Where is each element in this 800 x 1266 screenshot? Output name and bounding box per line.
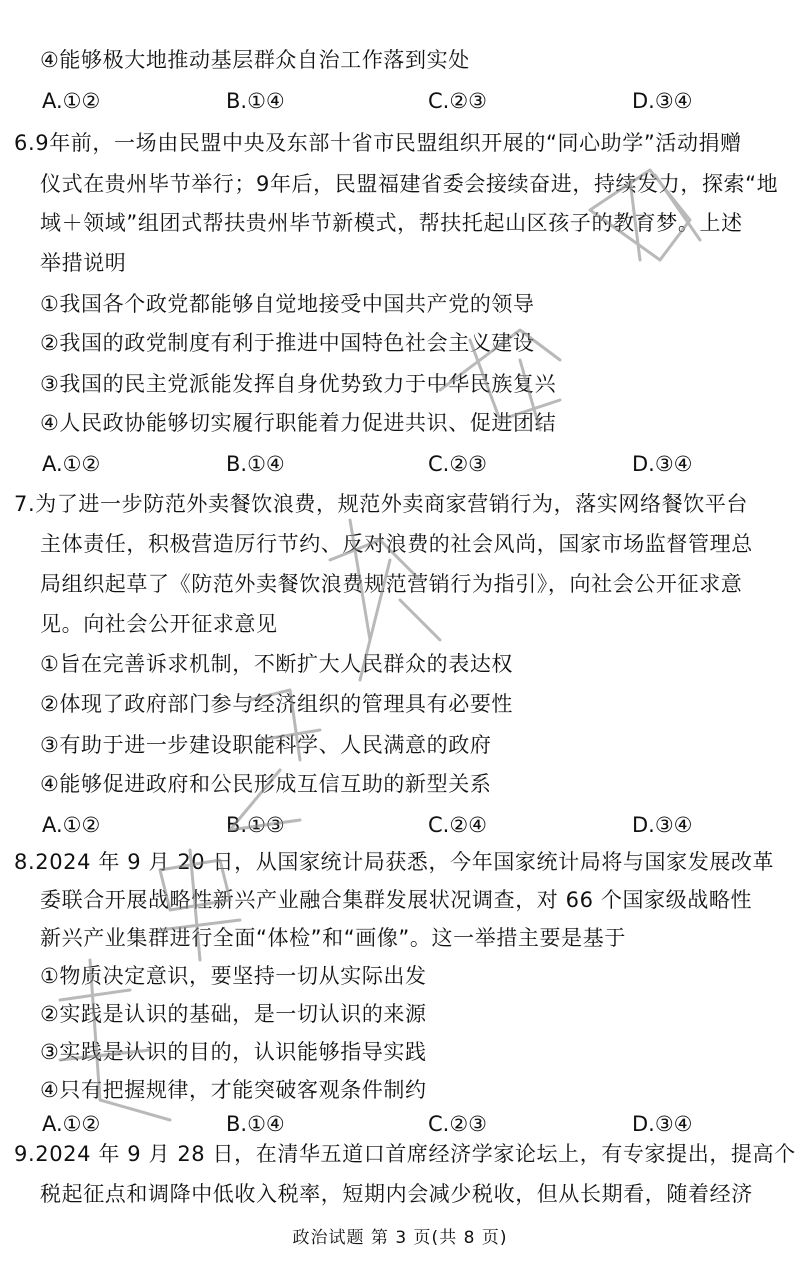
q8-choice-2: ②实践是认识的基础，是一切认识的来源 bbox=[40, 1002, 427, 1026]
q6-option-a: A.①② bbox=[42, 452, 101, 476]
q8-stem-line-1: 8.2024 年 9 月 20 日，从国家统计局获悉，今年国家统计局将与国家发展改革 bbox=[14, 850, 775, 874]
q7-stem-line-3: 局组织起草了《防范外卖餐饮浪费规范营销行为指引》，向社会公开征求意 bbox=[40, 572, 743, 596]
q6-stem-line-3: 域＋领域”组团式帮扶贵州毕节新模式，帮扶托起山区孩子的教育梦。上述 bbox=[40, 211, 743, 235]
q8-stem-line-2: 委联合开展战略性新兴产业融合集群发展状况调查，对 66 个国家级战略性 bbox=[40, 888, 753, 912]
q9-stem-line-1: 9.2024 年 9 月 28 日，在清华五道口首席经济学家论坛上，有专家提出，提高个 bbox=[14, 1142, 796, 1166]
q7-choice-3: ③有助于进一步建设职能科学、人民满意的政府 bbox=[40, 733, 492, 757]
q8-stem-line-3: 新兴产业集群进行全面“体检”和“画像”。这一举措主要是基于 bbox=[40, 926, 626, 950]
q5-option-d: D.③④ bbox=[632, 89, 693, 113]
q5-option-c: C.②③ bbox=[428, 89, 487, 113]
q8-option-a: A.①② bbox=[42, 1112, 101, 1136]
q8-option-b: B.①④ bbox=[226, 1112, 285, 1136]
q6-option-c: C.②③ bbox=[428, 452, 487, 476]
q7-option-d: D.③④ bbox=[632, 813, 693, 837]
q7-stem-line-2: 主体责任，积极营造厉行节约、反对浪费的社会风尚，国家市场监督管理总 bbox=[40, 532, 753, 556]
q7-choice-1: ①旨在完善诉求机制，不断扩大人民群众的表达权 bbox=[40, 652, 514, 676]
q6-stem-line-2: 仪式在贵州毕节举行；9年后，民盟福建省委会接续奋进，持续发力，探索“地 bbox=[40, 172, 779, 196]
q6-option-b: B.①④ bbox=[226, 452, 285, 476]
page-footer: 政治试题 第 3 页(共 8 页) bbox=[292, 1228, 508, 1248]
q6-choice-1: ①我国各个政党都能够自觉地接受中国共产党的领导 bbox=[40, 292, 535, 316]
q6-choice-3: ③我国的民主党派能发挥自身优势致力于中华民族复兴 bbox=[40, 372, 557, 396]
q5-choice-4: ④能够极大地推动基层群众自治工作落到实处 bbox=[40, 48, 470, 72]
q7-choice-4: ④能够促进政府和公民形成互信互助的新型关系 bbox=[40, 772, 492, 796]
q7-option-b: B.①③ bbox=[226, 813, 285, 837]
q8-choice-4: ④只有把握规律，才能突破客观条件制约 bbox=[40, 1078, 427, 1102]
q6-stem-line-1: 6.9年前，一场由民盟中央及东部十省市民盟组织开展的“同心助学”活动捐赠 bbox=[14, 131, 742, 155]
q5-option-a: A.①② bbox=[42, 89, 101, 113]
q6-choice-2: ②我国的政党制度有利于推进中国特色社会主义建设 bbox=[40, 331, 535, 355]
q6-option-d: D.③④ bbox=[632, 452, 693, 476]
q7-option-a: A.①② bbox=[42, 813, 101, 837]
q7-choice-2: ②体现了政府部门参与经济组织的管理具有必要性 bbox=[40, 692, 514, 716]
q8-choice-3: ③实践是认识的目的，认识能够指导实践 bbox=[40, 1040, 427, 1064]
q6-stem-line-4: 举措说明 bbox=[40, 251, 127, 275]
q8-option-d: D.③④ bbox=[632, 1112, 693, 1136]
q8-choice-1: ①物质决定意识，要坚持一切从实际出发 bbox=[40, 964, 427, 988]
q7-option-c: C.②④ bbox=[428, 813, 487, 837]
q7-stem-line-1: 7.为了进一步防范外卖餐饮浪费，规范外卖商家营销行为，落实网络餐饮平台 bbox=[14, 492, 749, 516]
q9-stem-line-2: 税起征点和调降中低收入税率，短期内会减少税收，但从长期看，随着经济 bbox=[40, 1182, 753, 1206]
q8-option-c: C.②③ bbox=[428, 1112, 487, 1136]
q5-option-b: B.①④ bbox=[226, 89, 285, 113]
q6-choice-4: ④人民政协能够切实履行职能着力促进共识、促进团结 bbox=[40, 411, 557, 435]
q7-stem-line-4: 见。向社会公开征求意见 bbox=[40, 612, 278, 636]
